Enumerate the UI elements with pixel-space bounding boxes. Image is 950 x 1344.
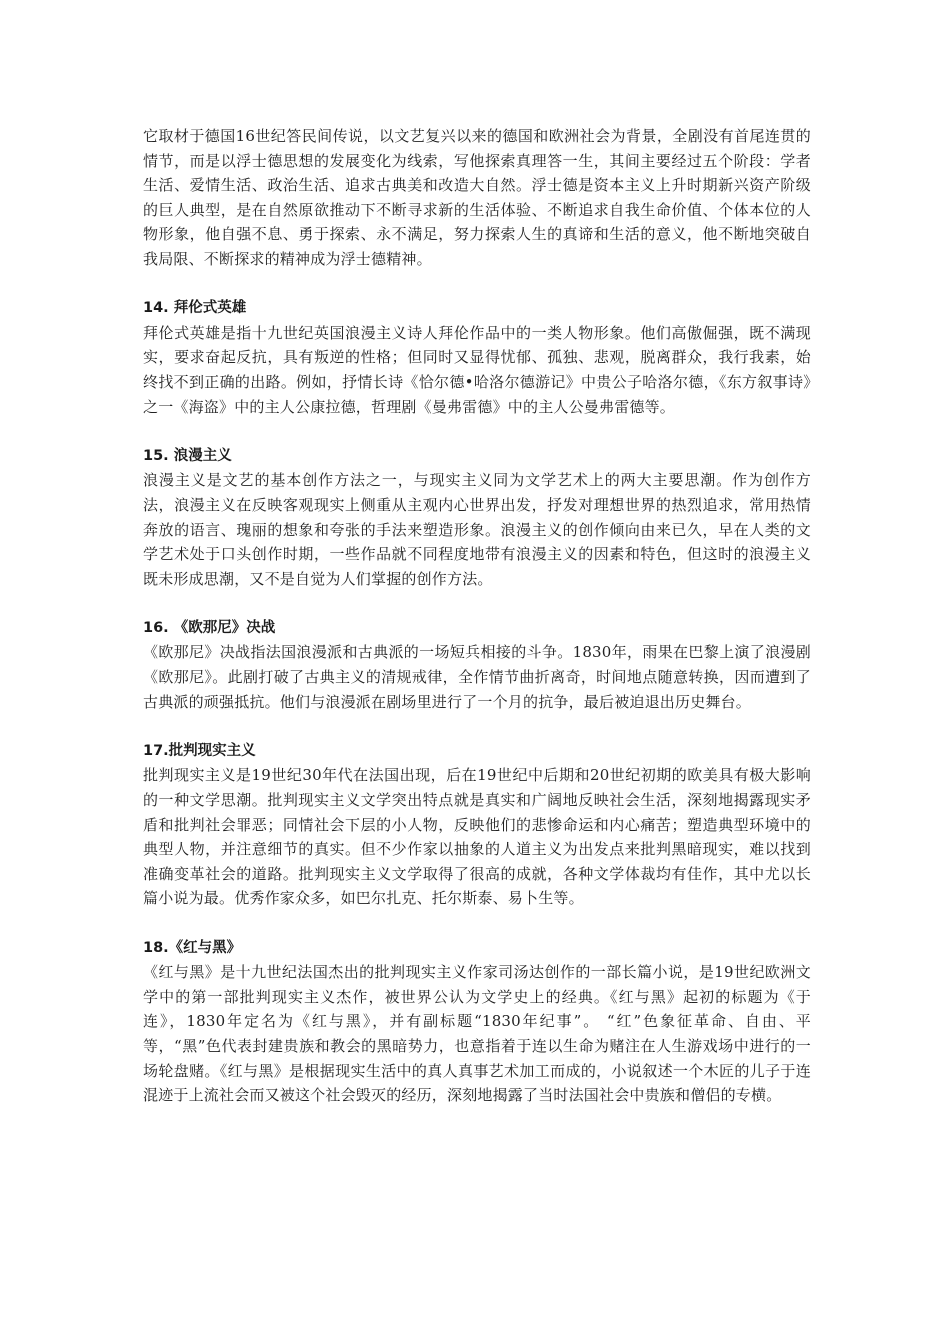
- section-red-and-black: [143, 936, 811, 1108]
- section-spacer: [143, 714, 811, 739]
- section-paragraph: 拜伦式英雄是指十九世纪英国浪漫主义诗人拜伦作品中的一类人物形象。他们高傲倔强，既不满现实，要求奋起反抗，具有叛逆的性格；但同时又显得忧郁、孤独、悲观，脱离群众，我行我素，始终找不到正确的出路。例如，抒情长诗《恰尔德•哈洛尔德游记》中贵公子哈洛尔德，《东方叙事诗》之一《海盗》中的主人公康拉德，哲理剧《曼弗雷德》中的主人公曼弗雷德等。: [143, 323, 811, 416]
- section-spacer: [143, 419, 811, 444]
- section-romanticism: [143, 444, 811, 592]
- section-heading: 15. 浪漫主义: [143, 447, 232, 464]
- section-heading: 18.《红与黑》: [143, 939, 242, 956]
- section-byronic-hero: [143, 296, 811, 419]
- section-heading: 14. 拜伦式英雄: [143, 300, 247, 317]
- section-spacer: [143, 591, 811, 616]
- section-hernani-battle: [143, 616, 811, 714]
- section-paragraph: 浪漫主义是文艺的基本创作方法之一，与现实主义同为文学艺术上的两大主要思潮。作为创作方法，浪漫主义在反映客观现实上侧重从主观内心世界出发，抒发对理想世界的热烈追求，常用热情奔放的语言、瑰丽的想象和夸张的手法来塑造形象。浪漫主义的创作倾向由来已久，早在人类的文学艺术处于口头创作时期，一些作品就不同程度地带有浪漫主义的因素和特色，但这时的浪漫主义既未形成思潮，又不是自觉为人们掌握的创作方法。: [143, 471, 811, 588]
- section-heading: 17.批判现实主义: [143, 742, 256, 759]
- section-critical-realism: [143, 739, 811, 911]
- section-heading: 16. 《欧那尼》决战: [143, 619, 276, 636]
- intro-paragraph: 它取材于德国16世纪答民间传说，以文艺复兴以来的德国和欧洲社会为背景，全剧没有首尾连贯的情节，而是以浮士德思想的发展变化为线索，写他探索真理答一生，其间主要经过五个阶段：学者生活、爱情生活、政治生活、追求古典美和改造大自然。浮士德是资本主义上升时期新兴资产阶级的巨人典型，是在自然原欲推动下不断寻求新的生活体验、不断追求自我生命价值、个体本位的人物形象，他自强不息、勇于探索、永不满足，努力探索人生的真谛和生活的意义，他不断地突破自我局限、不断探求的精神成为浮士德精神。: [143, 127, 811, 268]
- section-paragraph: 《红与黑》是十九世纪法国杰出的批判现实主义作家司汤达创作的一部长篇小说，是19世纪欧洲文学中的第一部批判现实主义杰作，被世界公认为文学史上的经典。《红与黑》起初的标题为《于连》，1830年定名为《红与黑》，并有副标题“1830年纪事”。 “红”色象征革命、自由、平等，“黑”色代表封建贵族和教会的黑暗势力，也意指着于连以生命为赌注在人生游戏场中进行的一场轮盘赌。《红与黑》是根据现实生活中的真人真事艺术加工而成的，小说叙述一个木匠的儿子于连混迹于上流社会而又被这个社会毁灭的经历，深刻地揭露了当时法国社会中贵族和僧侣的专横。: [143, 963, 811, 1105]
- section-spacer: [143, 911, 811, 936]
- section-spacer: [143, 272, 811, 297]
- section-paragraph: 《欧那尼》决战指法国浪漫派和古典派的一场短兵相接的斗争。1830年，雨果在巴黎上演了浪漫剧《欧那尼》。此剧打破了古典主义的清规戒律，全作情节曲折离奇，时间地点随意转换，因而遭到了古典派的顽强抵抗。他们与浪漫派在剧场里进行了一个月的抗争，最后被迫退出历史舞台。: [143, 643, 811, 711]
- section-paragraph: 批判现实主义是19世纪30年代在法国出现，后在19世纪中后期和20世纪初期的欧美具有极大影响的一种文学思潮。批判现实主义文学突出特点就是真实和广阔地反映社会生活，深刻地揭露现实矛盾和批判社会罪恶；同情社会下层的小人物，反映他们的悲惨命运和内心痛苦；塑造典型环境中的典型人物，并注意细节的真实。但不少作家以抽象的人道主义为出发点来批判黑暗现实，难以找到准确变革社会的道路。批判现实主义文学取得了很高的成就，各种文学体裁均有佳作，其中尤以长篇小说为最。优秀作家众多，如巴尔扎克、托尔斯泰、易卜生等。: [143, 766, 811, 908]
- document-page: [143, 124, 811, 1108]
